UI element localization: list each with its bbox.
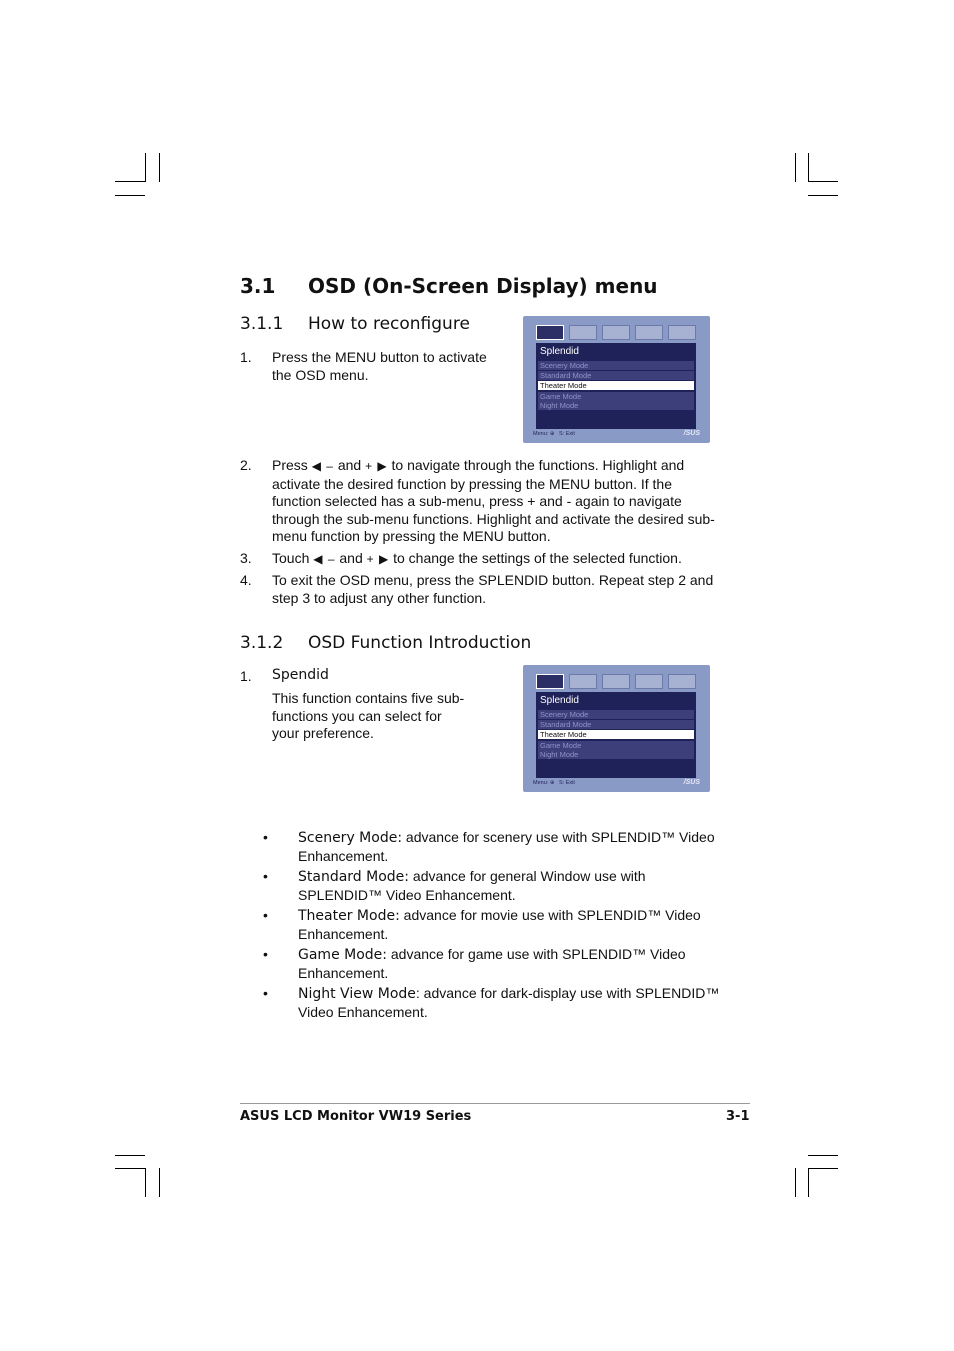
bullet-text: : advance for dark-display use with SPLENDID™ Video Enhancement. [298,985,720,1020]
function-description: This function contains five sub-functions you can select for your preference. [272,690,465,741]
crop-mark [159,153,160,182]
left-minus-icon: ◀ – [313,552,336,566]
step-text: To exit the OSD menu, press the SPLENDID button. Repeat step 2 and step 3 to adjust any other function. [272,572,714,606]
color-icon [602,674,630,689]
osd-screenshot [523,665,710,792]
bullet-dot: • [263,946,268,962]
osd-tabs [536,325,696,342]
osd-item: Scenery Mode [538,710,694,719]
crop-mark [808,181,838,182]
osd-item: Night Mode [538,401,694,410]
asus-logo: /SUS [683,430,700,437]
step-number: 3. [240,550,252,566]
bullet-item [298,985,728,1021]
step-text-body: to change the settings of the selected function. [393,550,682,566]
function-number: 1. [240,668,252,684]
osd-title: Splendid [540,346,579,357]
crop-mark [115,181,145,182]
osd-item: Game Mode [538,741,694,750]
step-number: 2. [240,457,252,473]
osd-title: Splendid [540,695,579,706]
bullet-dot: • [263,985,268,1001]
function-name: Spendid [272,667,329,683]
section-title: OSD (On-Screen Display) menu [308,274,658,298]
asus-logo: /SUS [683,779,700,786]
section-heading [240,274,658,298]
osd-item: Standard Mode [538,371,694,380]
bullet-dot: • [263,907,268,923]
osd-footer-exit: S: Exit [559,780,575,786]
subsection-heading-2 [240,633,531,653]
image-icon [569,674,597,689]
bullet-term: Theater Mode: [298,908,400,924]
osd-footer-menu: Menu: [533,780,549,786]
osd-screenshot [523,316,710,443]
footer-rule [240,1103,750,1104]
input-icon [635,325,663,340]
osd-item-selected: Theater Mode [538,381,694,390]
crop-mark [808,195,838,196]
subsection-heading-1 [240,314,470,334]
osd-footer: Menu: ⊕ S: Exit [533,431,575,437]
osd-panel [536,343,696,429]
bullet-term: Game Mode: [298,947,387,963]
subsection-title: OSD Function Introduction [308,633,532,653]
setup-icon [668,674,696,689]
subsection-number: 3.1.1 [240,314,284,334]
subsection-title: How to reconfigure [308,314,470,334]
footer-title: ASUS LCD Monitor VW19 Series [240,1109,472,1124]
bullet-dot: • [263,868,268,884]
osd-item: Night Mode [538,750,694,759]
bullet-text: advance for game use with SPLENDID™ Video Enhancement. [298,946,686,981]
step-text-pre: Press [272,457,308,473]
step-text-pre: Touch [272,550,310,566]
step-text [272,550,722,569]
splendid-icon [536,325,564,340]
crop-mark [145,1168,146,1197]
color-icon [602,325,630,340]
bullet-text: advance for movie use with SPLENDID™ Video Enhancement. [298,907,701,942]
step-text: Press the MENU button to activate the OSD menu. [272,349,487,383]
crop-mark [795,1168,796,1197]
step-text-mid: and [339,550,363,566]
osd-panel [536,692,696,778]
step-number: 4. [240,572,252,588]
input-icon [635,674,663,689]
bullet-item [298,907,728,943]
plus-right-icon: + ▶ [366,552,390,566]
crop-mark [808,153,809,182]
section-number: 3.1 [240,274,276,298]
crop-mark [115,195,145,196]
crop-mark [159,1168,160,1197]
bullet-term: Scenery Mode: [298,830,403,846]
bullet-text: advance for general Window use with SPLENDID™ Video Enhancement. [298,868,646,903]
bullet-item [298,946,728,982]
bullet-item [298,868,728,904]
osd-item: Scenery Mode [538,361,694,370]
crop-mark [808,1168,838,1169]
subsection-number: 3.1.2 [240,633,284,653]
step-text-body: to navigate through the functions. Highlight and activate the desired function by pressing the MENU button. If the function selected has a sub-menu, press + and - again to navigate through the sub-menu functions. Highlight and activate the desired sub-menu function by pressing the MENU button. [272,457,715,544]
bullet-dot: • [263,829,268,845]
crop-mark [115,1155,145,1156]
step-text-mid: and [337,457,362,473]
osd-footer-menu: Menu: [533,431,549,437]
osd-tabs [536,674,696,691]
bullet-item [298,829,728,865]
crop-mark [808,1155,838,1156]
crop-mark [115,1168,145,1169]
setup-icon [668,325,696,340]
left-minus-icon: ◀ – [311,459,334,473]
plus-right-icon: + ▶ [365,459,388,473]
crop-mark [795,153,796,182]
image-icon [569,325,597,340]
bullet-term: Standard Mode: [298,869,410,885]
bullet-text: advance for scenery use with SPLENDID™ Video Enhancement. [298,829,715,864]
crop-mark [145,153,146,182]
osd-item-selected: Theater Mode [538,730,694,739]
page-number: 3-1 [726,1109,750,1124]
splendid-icon [536,674,564,689]
osd-item: Standard Mode [538,720,694,729]
osd-item: Game Mode [538,392,694,401]
crop-mark [808,1168,809,1197]
osd-footer-exit: S: Exit [559,431,575,437]
osd-footer: Menu: ⊕ S: Exit [533,780,575,786]
bullet-term: Night View Mode [298,986,416,1002]
step-text [272,457,717,546]
step-number: 1. [240,349,252,365]
